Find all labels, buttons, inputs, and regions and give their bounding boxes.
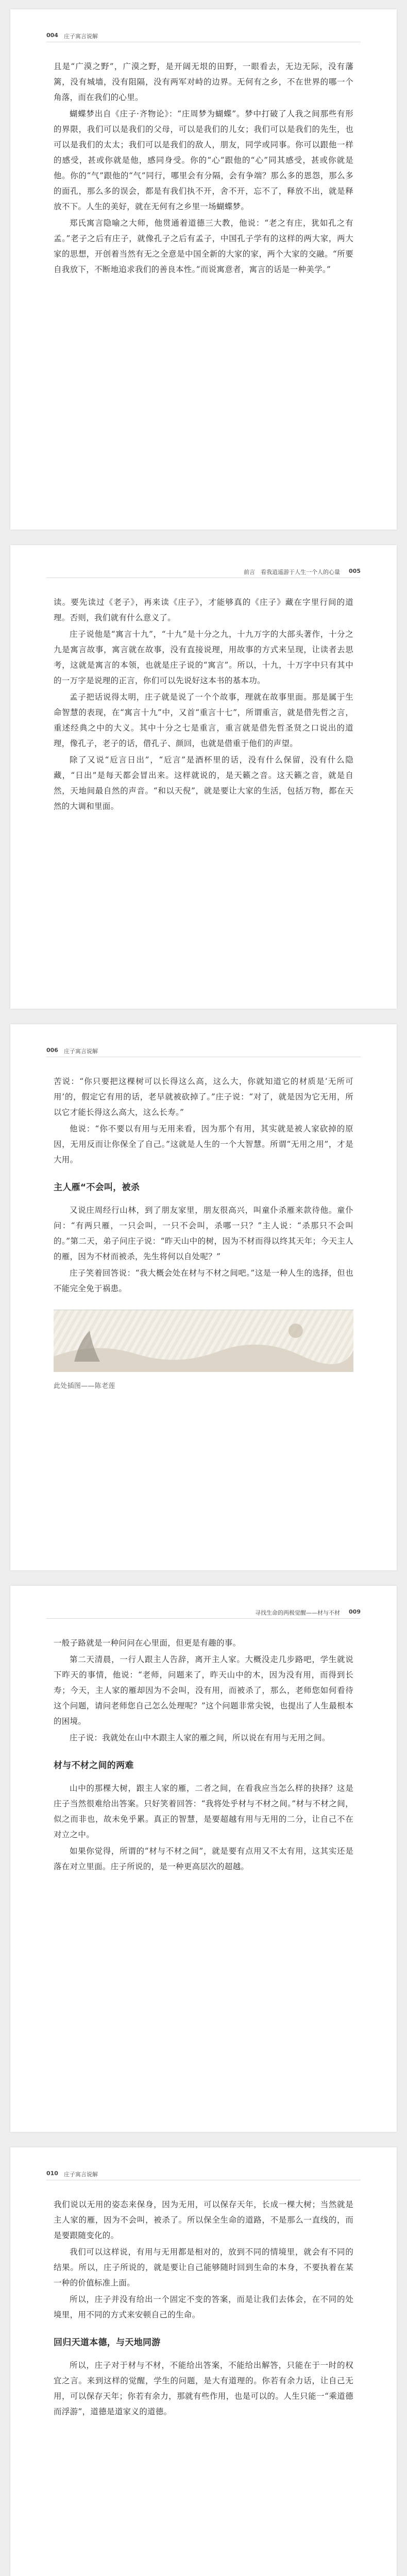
page-number: 005 <box>349 568 361 574</box>
page-number: 004 <box>46 32 58 39</box>
page-body <box>54 595 353 815</box>
running-head-title: 庄子寓言说解 <box>64 33 98 40</box>
book-page <box>10 1024 397 1570</box>
paragraph: 孟子把话说得太明，庄子就是说了一个个故事，理就在故事里面。那是属于生命智慧的表现，在“寓言十九”中，又首“重言十七”，所谓重言，就是借先哲之言，重述经典之中的大义。其中十分之七是重言，重言就是借先哲圣贤之口说出的道理，像孔子，老子的话，借孔子、颜回，也就是借重于他们的声望。 <box>54 692 353 748</box>
page-body <box>54 1635 353 1875</box>
paragraph: 庄子说：我就处在山中木跟主人家的雁之间，所以说在有用与无用之间。 <box>70 1733 330 1742</box>
running-header <box>46 1047 361 1057</box>
ink-painting-illustration <box>54 1310 353 1372</box>
running-head-title: 庄子寓言说解 <box>64 1048 98 1055</box>
paragraph: 且是“广漠之野”，广漠之野，是开阔无垠的田野，一眼看去，无边无际，没有藩篱，没有城墙，没有阻隔，没有两军对峙的边界。无何有之乡，不在世界的哪一个角落，而在我们的心里。 <box>54 62 353 102</box>
section-heading: 主人雁“不会叫，被杀 <box>54 1182 140 1193</box>
book-page <box>10 545 397 1009</box>
section-heading: 回归天道本德，与天地同游 <box>54 2337 161 2348</box>
book-page <box>10 1586 397 2132</box>
paragraph: 又说庄周经行山林，到了朋友家里，朋友很高兴，叫童仆杀雁来款待他。童仆问：“有两只雁，一只会叫，一只不会叫，杀哪一只？”主人说：“杀那只不会叫的。”第二天，弟子问庄子说：“昨天山中的树，因为不材而得以终其天年；今天主人的雁，因为不材而被杀，先生将何以自处呢？” <box>54 1206 353 1261</box>
running-header <box>46 32 361 42</box>
paragraph: 我们可以这样说，有用与无用都是相对的，放到不同的情境里，就会有不同的结果。所以，庄子所说的，就是要让自己能够随时回到生命的本身，不要执着在某一种的价值标准上面。 <box>54 2247 353 2287</box>
paragraph: 除了又说“卮言日出”，“卮言”是酒杯里的话，没有什么保留，没有什么隐藏，“日出”是每天都会冒出来。这样就说的，是天籁之音。这天籁之音，就是自然，天地间最自然的声音。“和以天倪”，就是要让大家的生活，包括万物，都在天然的大调和里面。 <box>54 755 353 811</box>
paragraph: 他说：“你不要以有用与无用来看，因为那个有用，其实就是被人家砍掉的原因，无用反而让你保全了自己。”这就是人生的一个大智慧。所谓“无用之用”，才是大用。 <box>54 1124 353 1164</box>
page-number: 009 <box>349 1608 361 1615</box>
page-number: 006 <box>46 1047 58 1054</box>
paragraph: 庄子笑着回答说：“我大概会处在材与不材之间吧。”这是一种人生的选择，但也不能完全免于祸患。 <box>54 1268 353 1293</box>
page-number: 010 <box>46 2170 58 2177</box>
paragraph: 所以，庄子对于材与不材，不能给出答案，不能给出解答，只能在于一时的权宜之言。来到这样的觉醒，学生的问题，是大有道理的。你若有余力话，让自己无用，可以保存天年；你若有余力，那就有些作用，也是可以的。人生只能一“乘道德而浮游”，道德是道家义的道德。 <box>54 2361 353 2416</box>
paragraph: 所以，庄子并没有给出一个固定不变的答案，而是让我们去体会，在不同的处境里，用不同的方式来安顿自己的生命。 <box>54 2295 353 2319</box>
paragraph: 蝴蝶梦出自《庄子·齐物论》：“庄周梦为蝴蝶”。梦中打破了人我之间那些有形的界限，我们可以是我们的父母，可以是我们的儿女；我们可以是我们的先生，也可以是我们的太太；我们可以是我们的敌人，朋友，同学或同事。你可以跟他一样的感受，甚或你就是他，感同身受。你的“心”跟他的“心”同其感受，甚或你就是他。你的“气”跟他的“气”同行，哪里会有分隔，会有争端？那么多的恩怨，那么多的面孔，那么多的误会，都是有我们执不开，舍不开，忘不了，释放不出，就是释放不下。人生的美好，就在无何有之乡里一场蝴蝶梦。 <box>54 109 353 211</box>
section-heading: 材与不材之间的两难 <box>54 1760 134 1771</box>
paragraph: 读。要先读过《老子》，再来读《庄子》，才能够真的《庄子》藏在字里行间的道理。否则，我们就有什么意义了。 <box>54 598 353 622</box>
paragraph: 一般子路就是一种问问在心里面，但更是有趣的事。 <box>54 1638 241 1648</box>
paragraph: 我们说以无用的姿态来保身，因为无用，可以保存天年，长成一棵大树；当然就是主人家的雁，因为不会叫，被杀了。所以保全生命的道路，不是那么一直线的，而是要跟随变化的。 <box>54 2200 353 2240</box>
page-body <box>54 2197 353 2420</box>
running-header <box>46 568 361 578</box>
illustration-caption: 此处插图——陈老莲 <box>54 1382 115 1390</box>
running-head-title: 庄子寓言说解 <box>64 2171 98 2178</box>
paragraph: 山中的那棵大树，跟主人家的雁，二者之间，在看我应当怎么样的抉择？这是庄子当然很难给出答案。只好笑着回答：“我将处乎材与不材之间。”材与不材之间，似之而非也，故未免乎累。真正的智慧，是要超越有用与无用的二分，让自己不在对立之中。 <box>54 1784 353 1839</box>
book-page <box>10 9 397 530</box>
page-body <box>54 59 353 278</box>
paragraph: 庄子说他是“寓言十九”，“十九”是十分之九，十九万字的大部头著作，十分之九是寓言故事，寓言就在故事，没有直接说理，用故事的方式来呈现，让读者去思考，这就是寓言的本领，也就是庄子说的“寓言”。所以，十九，十万字中只有其中的一万字是说理的正言，你们可以先说好这本书的基本功。 <box>54 630 353 685</box>
running-header <box>46 2170 361 2180</box>
paragraph: 第二天清晨，一行人跟主人告辞，离开主人家。大概没走几步路吧，学生就说下昨天的事情，他说：“老师，问题来了，昨天山中的木，因为没有用，而得到长寿；今天，主人家的雁却因为不会叫，没有用，而被杀了，那么，老师您如何看待这个问题，请问老师您自己怎么处理呢？”这个问题非常尖锐，也提出了人生最根本的困境。 <box>54 1655 353 1726</box>
illustration <box>54 1310 353 1371</box>
paragraph: 苦说：“你只要把这棵树可以长得这么高，这么大，你就知道它的材质是‘无所可用’的，假定它有用的话，老早就被砍掉了。”庄子说：“对了，就是因为它无用，所以它才能长得这么高大，这么长寿。” <box>54 1077 353 1117</box>
running-head-title: 寻找生命的两极觉醒——材与不材 <box>255 1609 340 1616</box>
running-head-title: 前言 看我逍遥游于人生一个人的心量 <box>244 569 340 575</box>
page-body <box>54 1074 353 1395</box>
book-page <box>10 2147 397 2576</box>
running-header <box>46 1608 361 1619</box>
paragraph: 如果你觉得，所谓的“材与不材之间”，就是要有点用又不太有用，这其实还是落在对立里面。庄子所说的，是一种更高层次的超越。 <box>54 1846 353 1871</box>
paragraph: 郑氏寓言隐喻之大师，他贯通着道德三大教，他说：“老之有庄，犹如孔之有孟。”老子之后有庄子，就像孔子之后有孟子，中国孔子学有的这样的两大家，两大家的思想，开创着当然有无之全意是中国全新的大家的家，两个大家的交融。“所要自我放下，不断地追求我们的善良本性。”而说寓意者，寓言的话是一种美学。” <box>54 218 353 274</box>
